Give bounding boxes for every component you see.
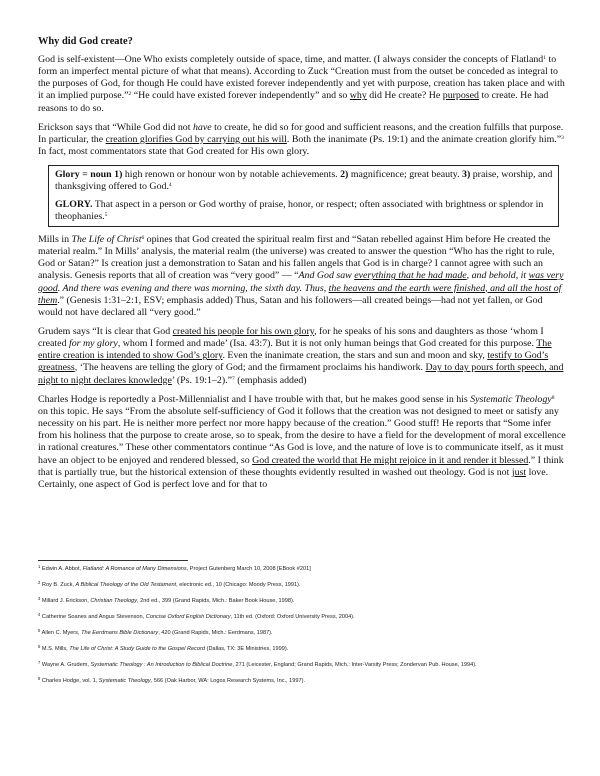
footnote-6: $^6$ M.S. Mills, The Life of Christ: A Study Guide to the Gospel Record (Dallas, TX: 3E Ministries, 1999). — [38, 644, 289, 652]
footnote-ref[interactable]: 7 — [232, 375, 235, 382]
footnote-3: $^3$ Millard J. Erickson, Christian Theology, 2nd ed., 399 (Grand Rapids, Mich.: Baker Book House, 1998). — [38, 596, 295, 604]
footnote-1: $^1$ Edwin A. Abbot, Flatland: A Romance of Many Dimensions, Project Gutenberg March 10, 2008 [EBook #201] — [38, 564, 311, 572]
footnote-7: $^7$ Wayne A. Grudem, Systematic Theology : An Introduction to Biblical Doctrine, 271 (Leicester, England; Grand Rapids, Mich.: Inter-Varsity Press; Zondervan Pub. House, 1994). — [38, 660, 477, 668]
footnote-ref[interactable]: 5 — [104, 211, 108, 218]
footnote-5: $^5$ Allen C. Myers, The Eerdmans Bible Dictionary, 420 (Grand Rapids, Mich.: Eerdmans, 1987). — [38, 628, 273, 636]
definition-dictionary: Glory = noun 1) high renown or honour won by notable achievements. 2) magnificence; great beauty. 3) praise, worship, and thanksgiving offered to God.$^4$ — [55, 169, 553, 193]
footnote-divider — [38, 560, 188, 561]
footnote-2: $^2$ Roy B. Zuck, A Biblical Theology of the Old Testament, electronic ed., 10 (Chicago: Moody Press, 1991). — [38, 580, 301, 588]
footnote-8: $^8$ Charles Hodge, vol. 1, Systematic Theology, 566 (Oak Harbor, WA: Logos Research Systems, Inc., 1997). — [38, 676, 306, 684]
paragraph-grudem: Grudem says “It is clear that God created his people for his own glory, for he speaks of his sons and daughters as those ‘whom I created for my glory, whom I formed and made’ (Isa. 43:7). But it is not only human beings that God created for this purpose. The entire creation is intended to show God’s glory. Even the inanimate creation, the stars and sun and moon and sky, testify to God’s greatness, ‘The heavens are telling the glory of God; and the firmament proclaims his handiwork. Day to day pours forth speech, and night to night declares knowledge’ (Ps. 19:1–2).”$^7$ (emphasis added) — [38, 325, 564, 386]
footnote-4: $^4$ Catherine Soanes and Angus Stevenson, Concise Oxford English Dictionary, 11th ed. (Oxford: Oxford University Press, 2004). — [38, 612, 355, 620]
paragraph-self-existent: God is self-existent—One Who exists completely outside of space, time, and matter. (I always consider the concepts of Flatland$^1$ to form an imperfect mental picture of what that means). According to Zuck “Creation must from the outset be conceded as integral to the purposes of God, for though He could have existed forever independently and yet with purpose, creation has taken place and with it an implied purpose.”$^2$ “He could have existed forever independently” and so why did He create? He purposed to create. He had reasons to do so. — [38, 54, 565, 114]
footnote-ref[interactable]: 6 — [141, 234, 145, 241]
footnote-ref[interactable]: 2 — [128, 91, 132, 98]
document-page — [38, 36, 566, 498]
glory-definition-box — [48, 165, 559, 227]
paragraph-hodge: Charles Hodge is reportedly a Post-Millennialist and I have trouble with that, but he makes good sense in his Systematic Theology$^8$ on this topic. He says “From the absolute self-sufficiency of God it follows that the creation was not designed to meet or satisfy any necessity on his part. He is neither more perfect nor more happy because of the creation.” Good stuff! He reports that “Some infer from his holiness that the purpose to create arose, so to speak, from the desire to have a field for the development of moral excellence in rational creatures.” These other commentators continue “As God is love, and the nature of love is to communicate itself, as it must have an object to be enjoyed and rendered blessed, so God created the world that He might rejoice in it and render it blessed.” I think that is partially true, but the historical extension of these thoughts evidently resulted in washed out theology. God is not just love. Certainly, one aspect of God is perfect love and for that to — [38, 393, 566, 490]
footnotes — [38, 566, 568, 694]
footnote-ref[interactable]: 8 — [551, 394, 555, 401]
footnote-ref[interactable]: 3 — [561, 134, 564, 141]
footnote-ref[interactable]: 4 — [168, 182, 172, 189]
paragraph-mills: Mills in The Life of Christ$^6$ opines that God created the spiritual realm first and “Satan rebelled against Him before He created the material realm.” In Mills’ analysis, the material realm (the universe) was created to answer the question “Who has the right to rule, God or Satan?” Is creation just a demonstration to Satan and his fallen angels that God is in charge? I cannot agree with such an analysis. Genesis reports that all of creation was “very good” — “And God saw everything that he had made, and behold, it was very good. And there was evening and there was morning, the sixth day. Thus, the heavens and the earth were finished, and all the host of them.” (Genesis 1:31–2:1, ESV; emphasis added) Thus, Satan and his followers—all created beings—had not yet fallen, or God would not have declared all “very good.” — [38, 233, 564, 318]
section-heading: Why did God create? — [38, 36, 133, 47]
footnote-ref[interactable]: 1 — [543, 55, 546, 61]
paragraph-erickson: Erickson says that “While God did not have to create, he did so for good and sufficient reasons, and the creation fulfills that purpose. In particular, the creation glorifies God by carrying out his will. Both the inanimate (Ps. 19:1) and the animate creation glorify him.”$^3$ In fact, most commentators state that God created for His own glory. — [38, 121, 564, 158]
definition-bible-dictionary: GLORY. That aspect in a person or God worthy of praise, honor, or respect; often associated with brightness or splendor in theophanies.$^5$ — [55, 198, 544, 222]
